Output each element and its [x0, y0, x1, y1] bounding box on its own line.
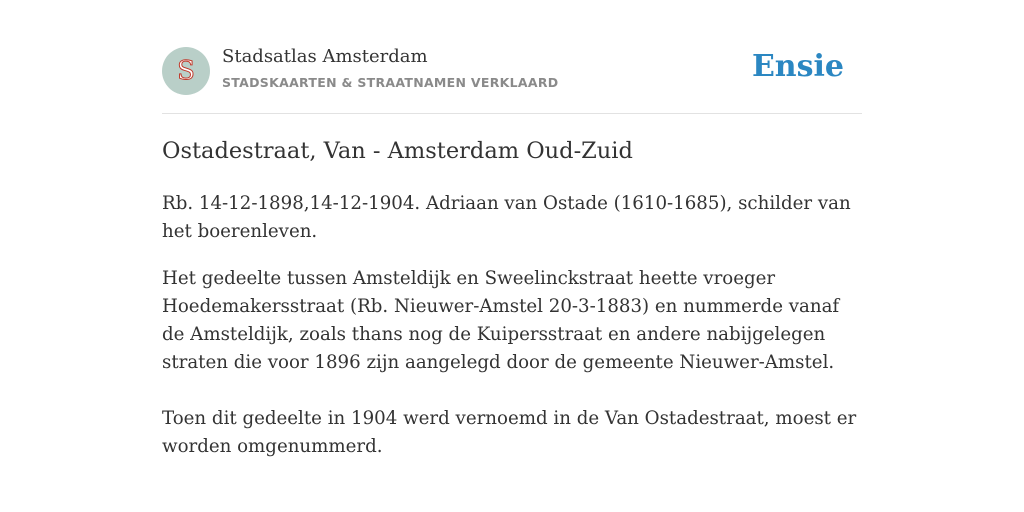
- page-title: Ostadestraat, Van - Amsterdam Oud-Zuid: [162, 138, 633, 164]
- brand-logo-link[interactable]: Ensie: [751, 49, 844, 84]
- paragraph-3: Toen dit gedeelte in 1904 werd vernoemd in de Van Ostadestraat, moest er worden omgenummerd.: [162, 408, 857, 457]
- site-subtitle: STADSKAARTEN & STRAATNAMEN VERKLAARD: [222, 75, 559, 90]
- paragraph-1: Rb. 14-12-1898,14-12-1904. Adriaan van Ostade (1610-1685), schilder van het boerenleven.: [162, 193, 851, 242]
- paragraph-2: Het gedeelte tussen Amsteldijk en Sweelinckstraat heette vroeger Hoedemakersstraat (Rb. Nieuwer-Amstel 20-3-1883) en nummerde vanaf de Amsteldijk, zoals thans nog de Kuipersstraat en andere nabijgelegen straten die voor 1896 zijn aangelegd door de gemeente Nieuwer-Amstel.: [162, 268, 840, 373]
- avatar[interactable]: [162, 47, 210, 95]
- avatar-letter: S: [177, 56, 195, 86]
- header: [162, 0, 862, 114]
- site-title[interactable]: Stadsatlas Amsterdam: [222, 46, 428, 67]
- content-container: [162, 0, 862, 457]
